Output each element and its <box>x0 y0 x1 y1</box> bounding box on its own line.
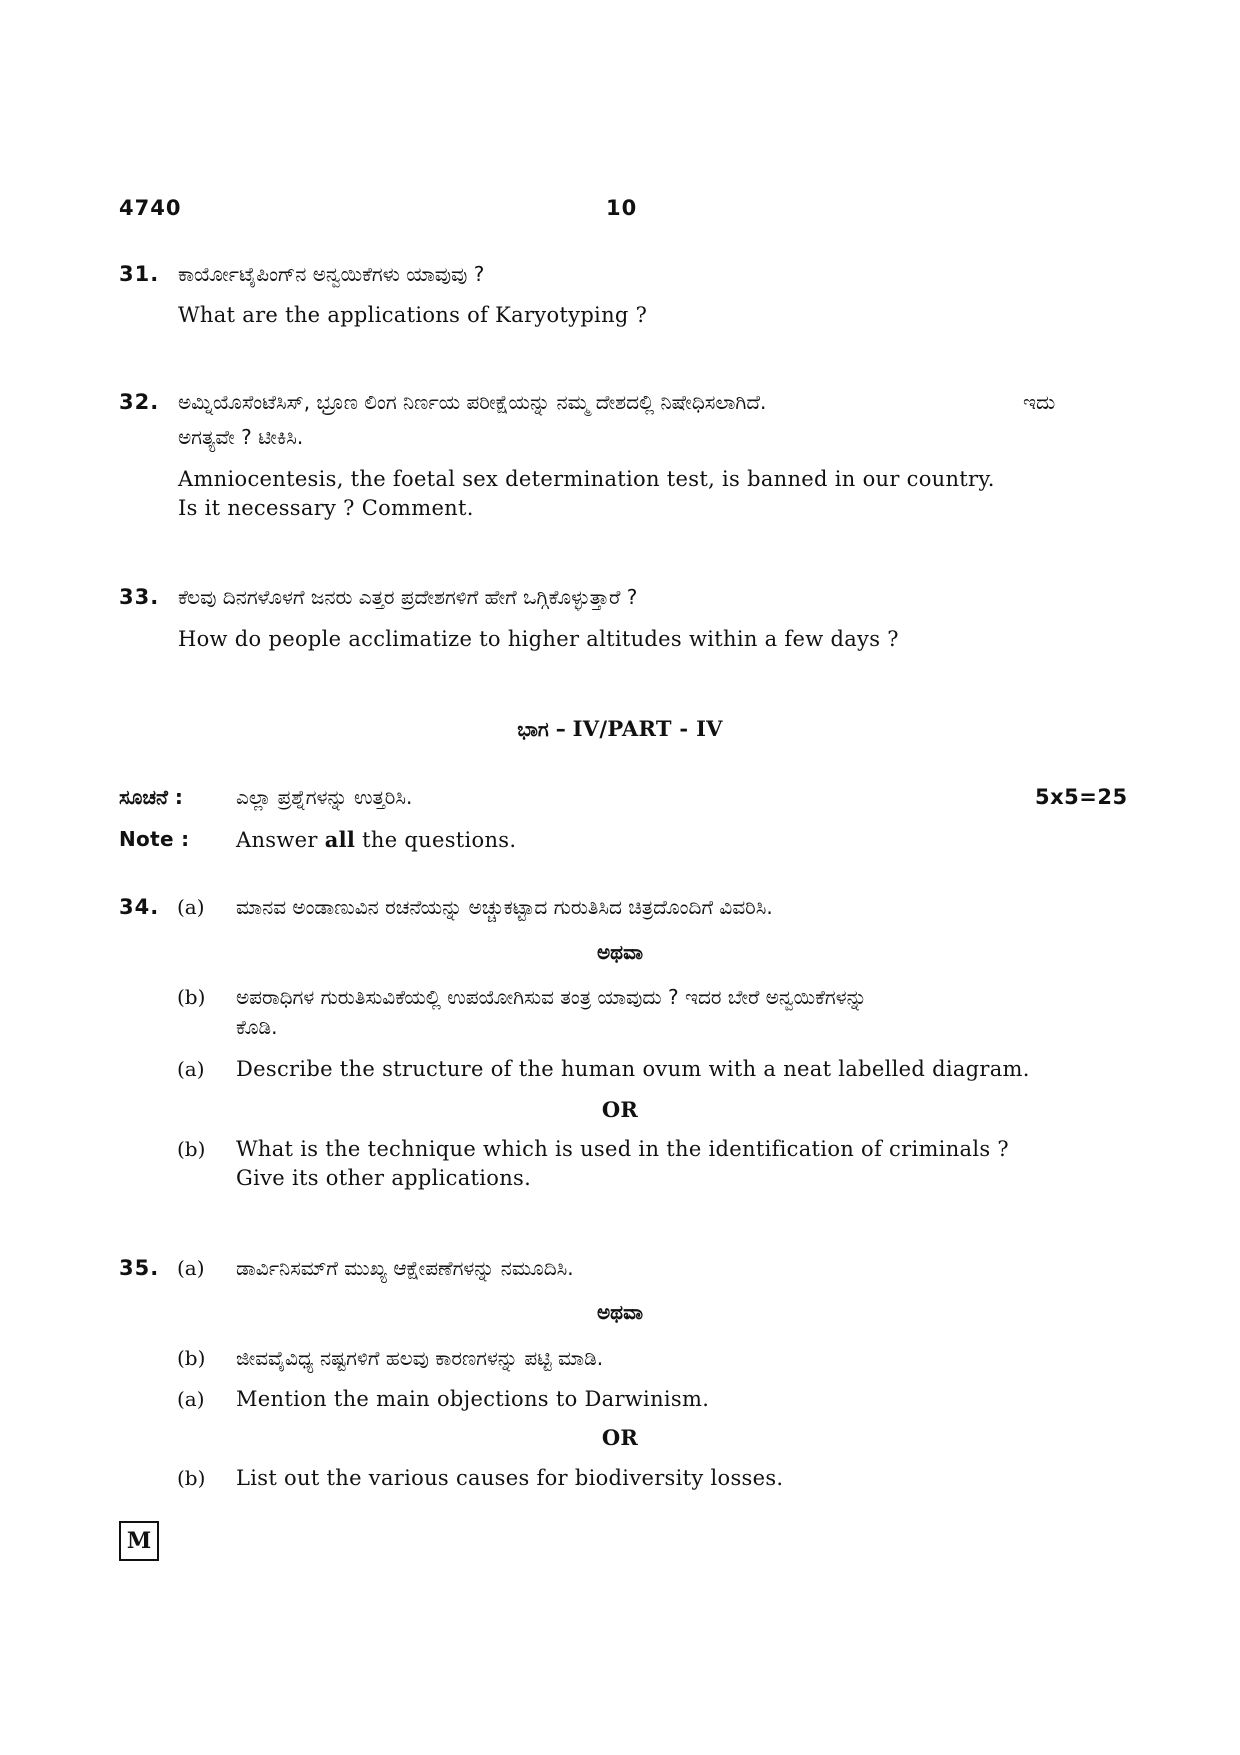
q35-a-english: Mention the main objections to Darwinism. <box>236 1387 710 1411</box>
question-33-english: How do people acclimatize to higher altitudes within a few days ? <box>178 627 899 651</box>
question-number-34: 34. <box>119 895 160 919</box>
q35-or-kannada: ಅಥವಾ <box>597 1300 643 1324</box>
part-four-heading-english: IV/PART - IV <box>572 716 723 741</box>
page-number: 10 <box>606 196 638 220</box>
note-kannada-label: ಸೂಚನೆ : <box>119 785 183 809</box>
q35-a-kannada: ಡಾರ್ವಿನಿಸಮ್‌ಗೆ ಮುಖ್ಯ ಆಕ್ಷೇಪಣೆಗಳನ್ನು ನಮೂದಿಸಿ. <box>236 1256 574 1280</box>
q34-or-kannada: ಅಥವಾ <box>597 940 643 964</box>
note-english-pre: Answer <box>236 828 325 852</box>
question-33-kannada: ಕೆಲವು ದಿನಗಳೊಳಗೆ ಜನರು ಎತ್ತರ ಪ್ರದೇಶಗಳಿಗೆ ಹೇಗೆ ಒಗ್ಗಿಕೊಳ್ಳುತ್ತಾರೆ ? <box>178 585 638 609</box>
q34-b-english-line1: What is the technique which is used in the identification of criminals ? <box>236 1137 1009 1161</box>
q35-a-label-english: (a) <box>177 1387 205 1411</box>
q35-b-label-english: (b) <box>177 1466 206 1490</box>
note-english-bold: all <box>324 827 356 852</box>
q35-a-label-kannada: (a) <box>177 1256 205 1280</box>
q34-b-label-english: (b) <box>177 1137 206 1161</box>
q34-a-label-kannada: (a) <box>177 895 205 919</box>
q35-b-label-kannada: (b) <box>177 1346 206 1370</box>
marks-allocation: 5x5=25 <box>1035 785 1128 809</box>
q35-or-english: OR <box>601 1425 639 1450</box>
part-four-heading <box>0 716 1240 741</box>
note-english-post: the questions. <box>355 828 517 852</box>
question-number-31: 31. <box>119 262 160 286</box>
question-32-kannada-line1: ಅಮ್ನಿಯೊಸೆಂಟೆಸಿಸ್, ಭ್ರೂಣ ಲಿಂಗ ನಿರ್ಣಯ ಪರೀಕ್ಷೆಯನ್ನು ನಮ್ಮ ದೇಶದಲ್ಲಿ ನಿಷೇಧಿಸಲಾಗಿದೆ. <box>178 390 767 414</box>
q34-b-label-kannada: (b) <box>177 985 206 1009</box>
part-four-heading-kannada: ಭಾಗ – <box>517 717 573 741</box>
q34-b-english-line2: Give its other applications. <box>236 1166 532 1190</box>
question-32-english-line1: Amniocentesis, the foetal sex determination test, is banned in our country. <box>178 467 995 491</box>
medium-stamp: M <box>119 1521 159 1561</box>
note-english-label: Note : <box>119 827 190 851</box>
q34-b-kannada-line2: ಕೊಡಿ. <box>236 1015 278 1039</box>
question-number-32: 32. <box>119 390 160 414</box>
question-number-35: 35. <box>119 1256 160 1280</box>
q34-a-label-english: (a) <box>177 1057 205 1081</box>
paper-code: 4740 <box>119 196 182 220</box>
question-number-33: 33. <box>119 585 160 609</box>
question-31-kannada: ಕಾರ್ಯೋಟೈಪಿಂಗ್‌ನ ಅನ್ವಯಿಕೆಗಳು ಯಾವುವು ? <box>178 262 485 286</box>
question-32-kannada-line2: ಅಗತ್ಯವೇ ? ಟೀಕಿಸಿ. <box>178 425 304 449</box>
question-31-english: What are the applications of Karyotyping ? <box>178 303 648 327</box>
question-32-english-line2: Is it necessary ? Comment. <box>178 496 474 520</box>
note-kannada-text: ಎಲ್ಲಾ ಪ್ರಶ್ನೆಗಳನ್ನು ಉತ್ತರಿಸಿ. <box>236 785 413 809</box>
q35-b-english: List out the various causes for biodiversity losses. <box>236 1466 784 1490</box>
q34-a-kannada: ಮಾನವ ಅಂಡಾಣುವಿನ ರಚನೆಯನ್ನು ಅಚ್ಚುಕಟ್ಟಾದ ಗುರುತಿಸಿದ ಚಿತ್ರದೊಂದಿಗೆ ವಿವರಿಸಿ. <box>236 895 773 919</box>
q34-or-english: OR <box>601 1097 639 1122</box>
q34-b-kannada-line1: ಅಪರಾಧಿಗಳ ಗುರುತಿಸುವಿಕೆಯಲ್ಲಿ ಉಪಯೋಗಿಸುವ ತಂತ್ರ ಯಾವುದು ? ಇದರ ಬೇರೆ ಅನ್ವಯಿಕೆಗಳನ್ನು <box>236 985 867 1009</box>
note-english-text <box>236 827 516 852</box>
question-32-kannada-line1-end: ಇದು <box>1023 390 1056 414</box>
q35-b-kannada: ಜೀವವೈವಿಧ್ಯ ನಷ್ಟಗಳಿಗೆ ಹಲವು ಕಾರಣಗಳನ್ನು ಪಟ್ಟಿ ಮಾಡಿ. <box>236 1346 604 1370</box>
q34-a-english: Describe the structure of the human ovum with a neat labelled diagram. <box>236 1057 1030 1081</box>
